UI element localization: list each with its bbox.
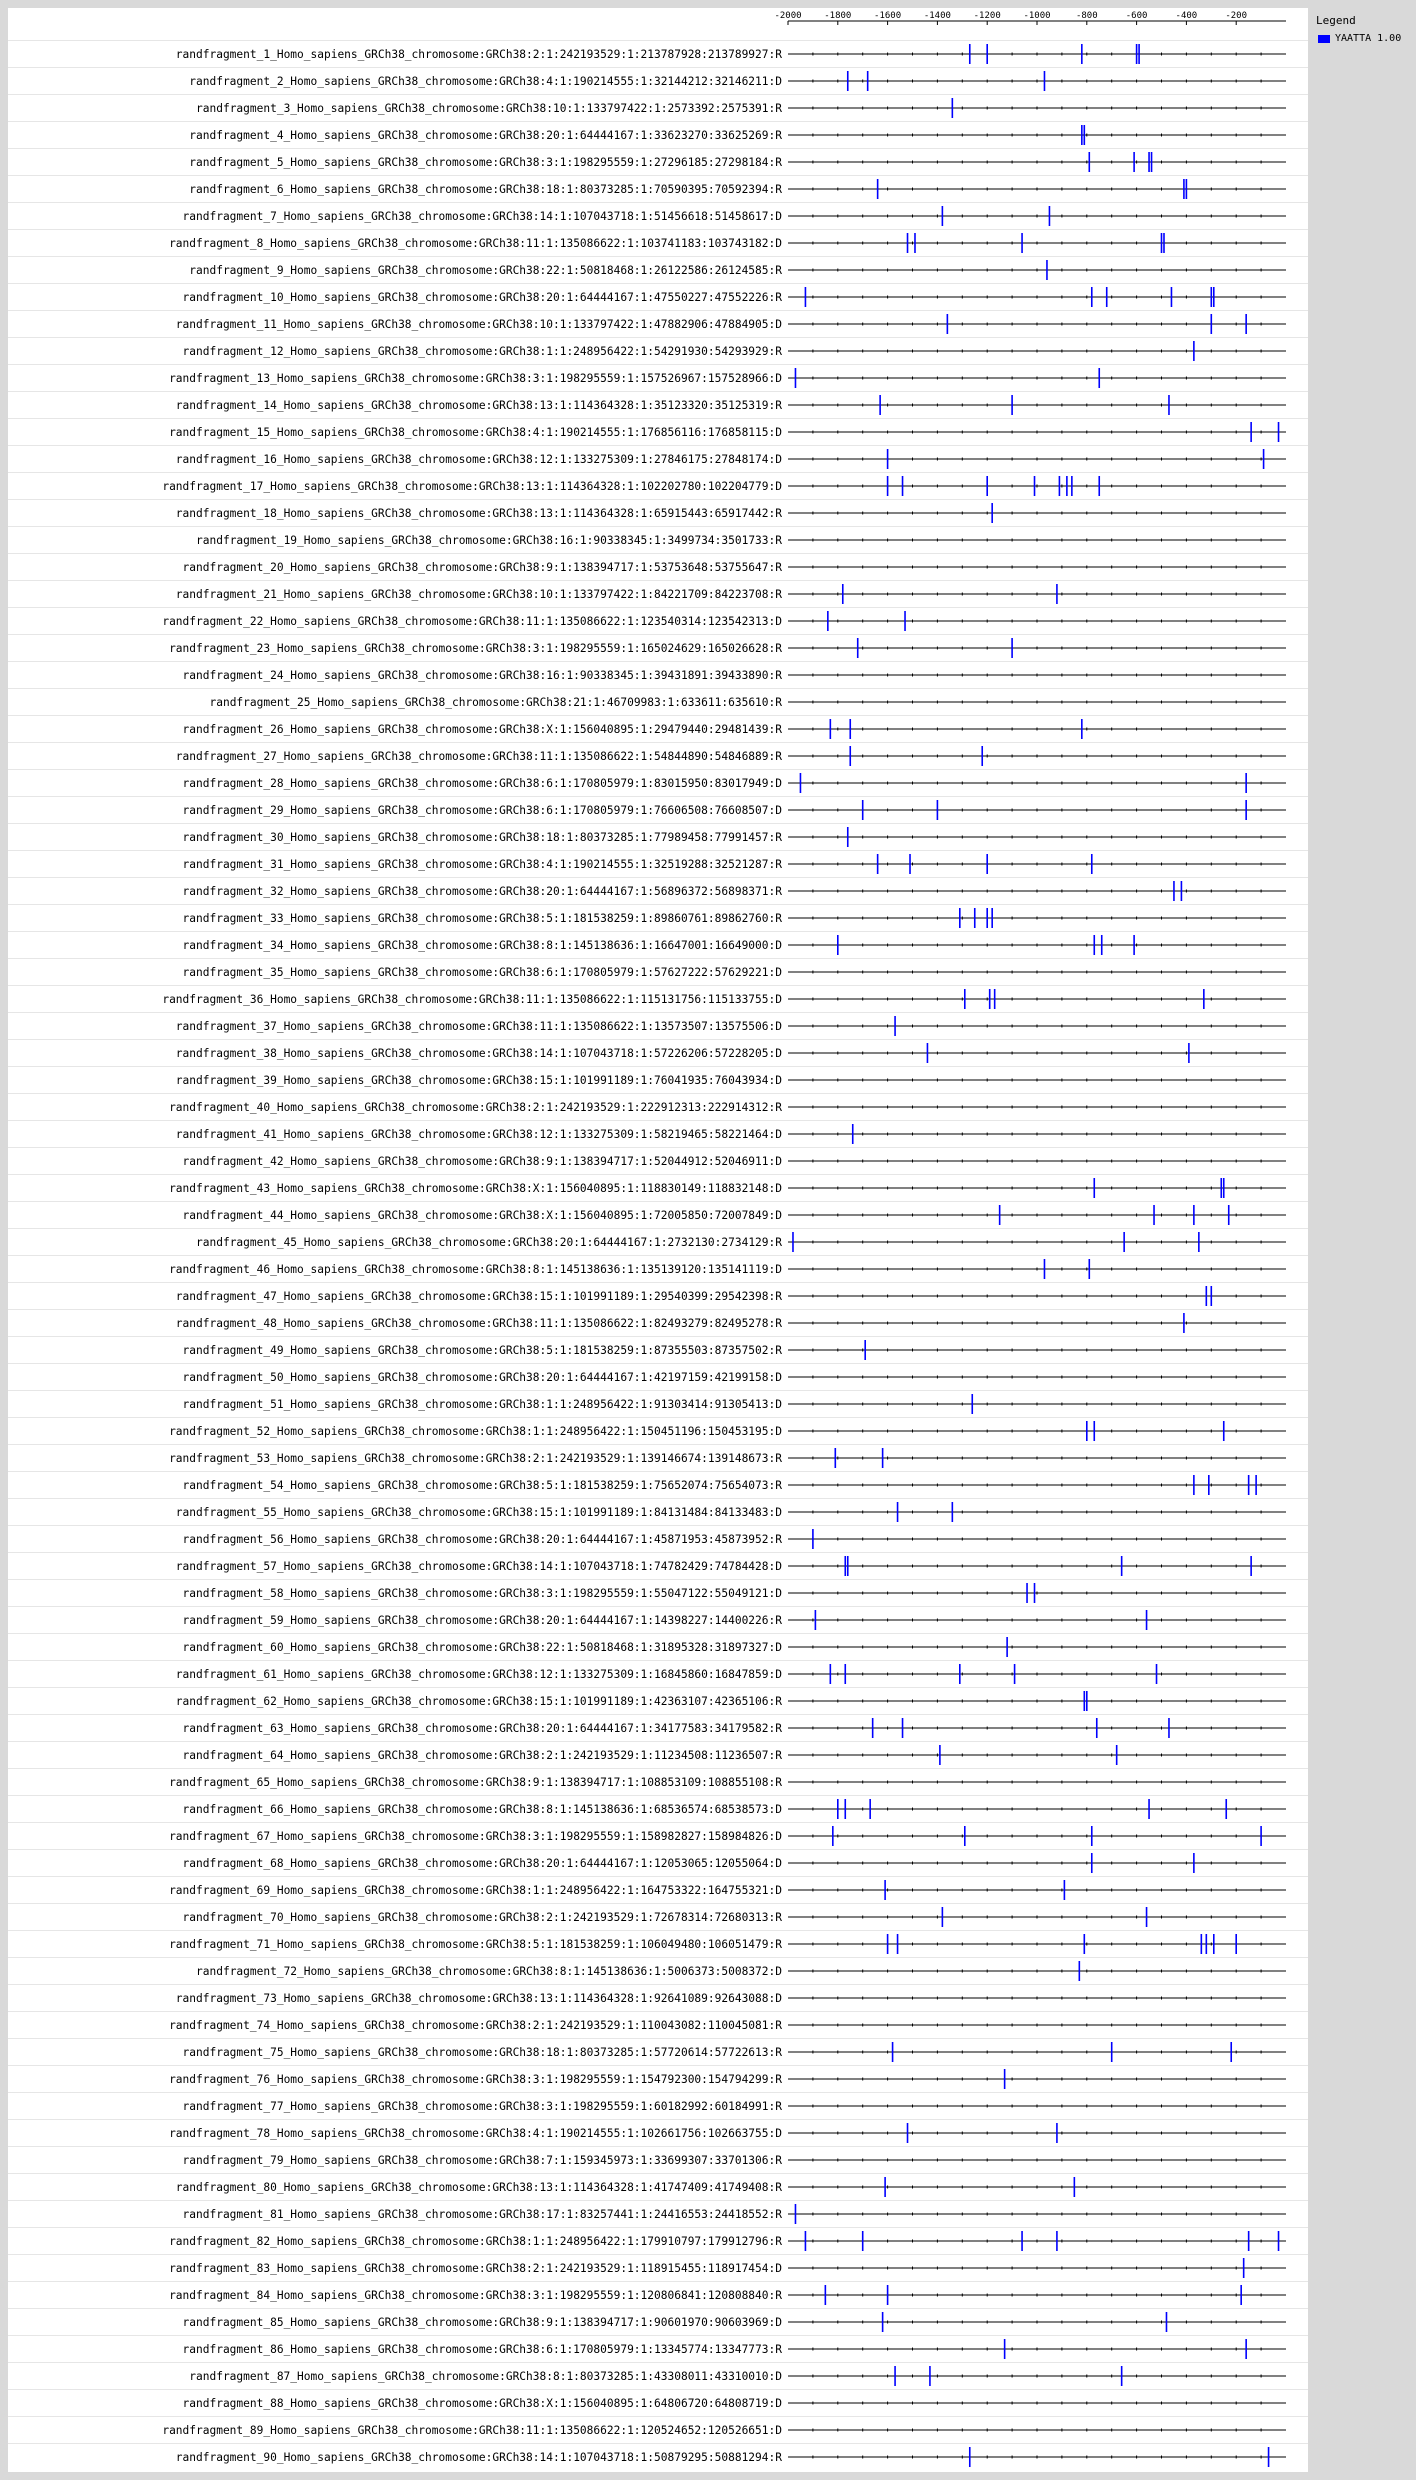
row-label: randfragment_46_Homo_sapiens_GRCh38_chromosome:GRCh38:8:1:145138636:1:135139120:135141119:D [169,1263,782,1276]
row-label: randfragment_72_Homo_sapiens_GRCh38_chromosome:GRCh38:8:1:145138636:1:5006373:5008372:D [196,1965,782,1978]
row-label: randfragment_45_Homo_sapiens_GRCh38_chromosome:GRCh38:20:1:64444167:1:2732130:2734129:R [196,1236,782,1249]
row-label: randfragment_86_Homo_sapiens_GRCh38_chromosome:GRCh38:6:1:170805979:1:13345774:13347773:R [182,2343,782,2356]
row-label: randfragment_54_Homo_sapiens_GRCh38_chromosome:GRCh38:5:1:181538259:1:75652074:75654073:R [182,1479,782,1492]
row-label: randfragment_37_Homo_sapiens_GRCh38_chromosome:GRCh38:11:1:135086622:1:13573507:13575506:D [175,1020,782,1033]
row-label: randfragment_41_Homo_sapiens_GRCh38_chromosome:GRCh38:12:1:133275309:1:58219465:58221464:D [175,1128,782,1141]
row-label: randfragment_60_Homo_sapiens_GRCh38_chromosome:GRCh38:22:1:50818468:1:31895328:31897327:D [182,1641,782,1654]
row-label: randfragment_65_Homo_sapiens_GRCh38_chromosome:GRCh38:9:1:138394717:1:108853109:108855108:R [169,1776,782,1789]
legend [1316,14,1408,44]
row-label: randfragment_13_Homo_sapiens_GRCh38_chromosome:GRCh38:3:1:198295559:1:157526967:157528966:D [169,372,782,385]
x-tick-label: -2000 [774,11,802,21]
row-label: randfragment_39_Homo_sapiens_GRCh38_chromosome:GRCh38:15:1:101991189:1:76041935:76043934:D [175,1074,782,1087]
row-label: randfragment_59_Homo_sapiens_GRCh38_chromosome:GRCh38:20:1:64444167:1:14398227:14400226:R [182,1614,782,1627]
row-label: randfragment_84_Homo_sapiens_GRCh38_chromosome:GRCh38:3:1:198295559:1:120806841:120808840:R [169,2289,782,2302]
legend-swatch [1318,35,1330,43]
x-tick-label: -1200 [973,11,1001,21]
row-label: randfragment_10_Homo_sapiens_GRCh38_chromosome:GRCh38:20:1:64444167:1:47550227:47552226:R [182,291,782,304]
x-tick-label: -400 [1175,11,1198,21]
row-label: randfragment_58_Homo_sapiens_GRCh38_chromosome:GRCh38:3:1:198295559:1:55047122:55049121:D [182,1587,782,1600]
row-label: randfragment_6_Homo_sapiens_GRCh38_chromosome:GRCh38:18:1:80373285:1:70590395:70592394:R [189,183,782,196]
row-label: randfragment_17_Homo_sapiens_GRCh38_chromosome:GRCh38:13:1:114364328:1:102202780:102204779:D [162,480,782,493]
row-label: randfragment_33_Homo_sapiens_GRCh38_chromosome:GRCh38:5:1:181538259:1:89860761:89862760:R [182,912,782,925]
x-tick-label: -1000 [1023,11,1051,21]
row-label: randfragment_30_Homo_sapiens_GRCh38_chromosome:GRCh38:18:1:80373285:1:77989458:77991457:R [182,831,782,844]
row-label: randfragment_21_Homo_sapiens_GRCh38_chromosome:GRCh38:10:1:133797422:1:84221709:84223708:R [175,588,782,601]
row-label: randfragment_5_Homo_sapiens_GRCh38_chromosome:GRCh38:3:1:198295559:1:27296185:27298184:R [189,156,782,169]
chart [8,8,1308,2472]
row-label: randfragment_52_Homo_sapiens_GRCh38_chromosome:GRCh38:1:1:248956422:1:150451196:150453195:D [169,1425,782,1438]
row-label: randfragment_87_Homo_sapiens_GRCh38_chromosome:GRCh38:8:1:80373285:1:43308011:43310010:D [189,2370,782,2383]
x-tick-label: -1600 [874,11,902,21]
row-label: randfragment_28_Homo_sapiens_GRCh38_chromosome:GRCh38:6:1:170805979:1:83015950:83017949:D [182,777,782,790]
row-label: randfragment_49_Homo_sapiens_GRCh38_chromosome:GRCh38:5:1:181538259:1:87355503:87357502:R [182,1344,782,1357]
x-tick-label: -1400 [923,11,951,21]
row-label: randfragment_57_Homo_sapiens_GRCh38_chromosome:GRCh38:14:1:107043718:1:74782429:74784428:D [175,1560,782,1573]
row-label: randfragment_34_Homo_sapiens_GRCh38_chromosome:GRCh38:8:1:145138636:1:16647001:16649000:D [182,939,782,952]
row-label: randfragment_78_Homo_sapiens_GRCh38_chromosome:GRCh38:4:1:190214555:1:102661756:102663755:D [169,2127,782,2140]
row-label: randfragment_55_Homo_sapiens_GRCh38_chromosome:GRCh38:15:1:101991189:1:84131484:84133483:D [175,1506,782,1519]
row-label: randfragment_50_Homo_sapiens_GRCh38_chromosome:GRCh38:20:1:64444167:1:42197159:42199158:D [182,1371,782,1384]
row-label: randfragment_66_Homo_sapiens_GRCh38_chromosome:GRCh38:8:1:145138636:1:68536574:68538573:D [182,1803,782,1816]
row-label: randfragment_18_Homo_sapiens_GRCh38_chromosome:GRCh38:13:1:114364328:1:65915443:65917442:R [175,507,782,520]
row-label: randfragment_14_Homo_sapiens_GRCh38_chromosome:GRCh38:13:1:114364328:1:35123320:35125319:R [175,399,782,412]
legend-label: YAATTA 1.00 [1335,33,1402,44]
plot-panel [8,8,1308,2472]
row-label: randfragment_20_Homo_sapiens_GRCh38_chromosome:GRCh38:9:1:138394717:1:53753648:53755647:R [182,561,782,574]
row-label: randfragment_42_Homo_sapiens_GRCh38_chromosome:GRCh38:9:1:138394717:1:52044912:52046911:D [182,1155,782,1168]
legend-title: Legend [1316,14,1356,27]
row-label: randfragment_61_Homo_sapiens_GRCh38_chromosome:GRCh38:12:1:133275309:1:16845860:16847859:D [175,1668,782,1681]
row-label: randfragment_62_Homo_sapiens_GRCh38_chromosome:GRCh38:15:1:101991189:1:42363107:42365106:R [175,1695,782,1708]
row-label: randfragment_75_Homo_sapiens_GRCh38_chromosome:GRCh38:18:1:80373285:1:57720614:57722613:R [182,2046,782,2059]
row-label: randfragment_63_Homo_sapiens_GRCh38_chromosome:GRCh38:20:1:64444167:1:34177583:34179582:R [182,1722,782,1735]
row-label: randfragment_80_Homo_sapiens_GRCh38_chromosome:GRCh38:13:1:114364328:1:41747409:41749408:R [175,2181,782,2194]
row-label: randfragment_70_Homo_sapiens_GRCh38_chromosome:GRCh38:2:1:242193529:1:72678314:72680313:R [182,1911,782,1924]
row-label: randfragment_88_Homo_sapiens_GRCh38_chromosome:GRCh38:X:1:156040895:1:64806720:64808719:D [182,2397,782,2410]
row-label: randfragment_26_Homo_sapiens_GRCh38_chromosome:GRCh38:X:1:156040895:1:29479440:29481439:R [182,723,782,736]
row-label: randfragment_83_Homo_sapiens_GRCh38_chromosome:GRCh38:2:1:242193529:1:118915455:118917454:D [169,2262,782,2275]
row-label: randfragment_27_Homo_sapiens_GRCh38_chromosome:GRCh38:11:1:135086622:1:54844890:54846889:R [175,750,782,763]
row-label: randfragment_3_Homo_sapiens_GRCh38_chromosome:GRCh38:10:1:133797422:1:2573392:2575391:R [196,102,782,115]
row-label: randfragment_36_Homo_sapiens_GRCh38_chromosome:GRCh38:11:1:135086622:1:115131756:115133755:D [162,993,782,1006]
row-label: randfragment_85_Homo_sapiens_GRCh38_chromosome:GRCh38:9:1:138394717:1:90601970:90603969:D [182,2316,782,2329]
row-label: randfragment_56_Homo_sapiens_GRCh38_chromosome:GRCh38:20:1:64444167:1:45871953:45873952:R [182,1533,782,1546]
row-label: randfragment_24_Homo_sapiens_GRCh38_chromosome:GRCh38:16:1:90338345:1:39431891:39433890:R [182,669,782,682]
row-label: randfragment_67_Homo_sapiens_GRCh38_chromosome:GRCh38:3:1:198295559:1:158982827:158984826:D [169,1830,782,1843]
row-label: randfragment_38_Homo_sapiens_GRCh38_chromosome:GRCh38:14:1:107043718:1:57226206:57228205:D [175,1047,782,1060]
row-label: randfragment_1_Homo_sapiens_GRCh38_chromosome:GRCh38:2:1:242193529:1:213787928:213789927:R [175,48,782,61]
row-label: randfragment_79_Homo_sapiens_GRCh38_chromosome:GRCh38:7:1:159345973:1:33699307:33701306:R [182,2154,782,2167]
row-label: randfragment_15_Homo_sapiens_GRCh38_chromosome:GRCh38:4:1:190214555:1:176856116:176858115:D [169,426,782,439]
row-label: randfragment_64_Homo_sapiens_GRCh38_chromosome:GRCh38:2:1:242193529:1:11234508:11236507:R [182,1749,782,1762]
x-tick-label: -800 [1075,11,1098,21]
row-label: randfragment_35_Homo_sapiens_GRCh38_chromosome:GRCh38:6:1:170805979:1:57627222:57629221:D [182,966,782,979]
row-label: randfragment_48_Homo_sapiens_GRCh38_chromosome:GRCh38:11:1:135086622:1:82493279:82495278:R [175,1317,782,1330]
x-tick-label: -600 [1125,11,1148,21]
row-label: randfragment_82_Homo_sapiens_GRCh38_chromosome:GRCh38:1:1:248956422:1:179910797:179912796:R [169,2235,782,2248]
row-label: randfragment_77_Homo_sapiens_GRCh38_chromosome:GRCh38:3:1:198295559:1:60182992:60184991:R [182,2100,782,2113]
row-label: randfragment_32_Homo_sapiens_GRCh38_chromosome:GRCh38:20:1:64444167:1:56896372:56898371:R [182,885,782,898]
row-label: randfragment_22_Homo_sapiens_GRCh38_chromosome:GRCh38:11:1:135086622:1:123540314:123542313:D [162,615,782,628]
row-label: randfragment_68_Homo_sapiens_GRCh38_chromosome:GRCh38:20:1:64444167:1:12053065:12055064:D [182,1857,782,1870]
row-label: randfragment_81_Homo_sapiens_GRCh38_chromosome:GRCh38:17:1:83257441:1:24416553:24418552:R [182,2208,782,2221]
row-label: randfragment_9_Homo_sapiens_GRCh38_chromosome:GRCh38:22:1:50818468:1:26122586:26124585:R [189,264,782,277]
row-label: randfragment_74_Homo_sapiens_GRCh38_chromosome:GRCh38:2:1:242193529:1:110043082:110045081:R [169,2019,782,2032]
row-label: randfragment_90_Homo_sapiens_GRCh38_chromosome:GRCh38:14:1:107043718:1:50879295:50881294:R [175,2451,782,2464]
row-label: randfragment_16_Homo_sapiens_GRCh38_chromosome:GRCh38:12:1:133275309:1:27846175:27848174:D [175,453,782,466]
row-label: randfragment_51_Homo_sapiens_GRCh38_chromosome:GRCh38:1:1:248956422:1:91303414:91305413:D [182,1398,782,1411]
row-label: randfragment_73_Homo_sapiens_GRCh38_chromosome:GRCh38:13:1:114364328:1:92641089:92643088:D [175,1992,782,2005]
row-label: randfragment_11_Homo_sapiens_GRCh38_chromosome:GRCh38:10:1:133797422:1:47882906:47884905:D [175,318,782,331]
row-label: randfragment_76_Homo_sapiens_GRCh38_chromosome:GRCh38:3:1:198295559:1:154792300:154794299:R [169,2073,782,2086]
row-label: randfragment_7_Homo_sapiens_GRCh38_chromosome:GRCh38:14:1:107043718:1:51456618:51458617:D [182,210,782,223]
row-label: randfragment_23_Homo_sapiens_GRCh38_chromosome:GRCh38:3:1:198295559:1:165024629:165026628:R [169,642,782,655]
row-label: randfragment_71_Homo_sapiens_GRCh38_chromosome:GRCh38:5:1:181538259:1:106049480:106051479:R [169,1938,782,1951]
row-label: randfragment_43_Homo_sapiens_GRCh38_chromosome:GRCh38:X:1:156040895:1:118830149:118832148:D [169,1182,782,1195]
row-label: randfragment_29_Homo_sapiens_GRCh38_chromosome:GRCh38:6:1:170805979:1:76606508:76608507:D [182,804,782,817]
row-label: randfragment_25_Homo_sapiens_GRCh38_chromosome:GRCh38:21:1:46709983:1:633611:635610:R [209,696,782,709]
x-tick-label: -200 [1225,11,1248,21]
row-label: randfragment_44_Homo_sapiens_GRCh38_chromosome:GRCh38:X:1:156040895:1:72005850:72007849:D [182,1209,782,1222]
row-label: randfragment_4_Homo_sapiens_GRCh38_chromosome:GRCh38:20:1:64444167:1:33623270:33625269:R [189,129,782,142]
row-label: randfragment_19_Homo_sapiens_GRCh38_chromosome:GRCh38:16:1:90338345:1:3499734:3501733:R [196,534,782,547]
row-label: randfragment_8_Homo_sapiens_GRCh38_chromosome:GRCh38:11:1:135086622:1:103741183:103743182:D [169,237,782,250]
row-label: randfragment_89_Homo_sapiens_GRCh38_chromosome:GRCh38:11:1:135086622:1:120524652:120526651:D [162,2424,782,2437]
row-label: randfragment_69_Homo_sapiens_GRCh38_chromosome:GRCh38:1:1:248956422:1:164753322:164755321:D [169,1884,782,1897]
row-label: randfragment_47_Homo_sapiens_GRCh38_chromosome:GRCh38:15:1:101991189:1:29540399:29542398:R [175,1290,782,1303]
row-label: randfragment_12_Homo_sapiens_GRCh38_chromosome:GRCh38:1:1:248956422:1:54291930:54293929:R [182,345,782,358]
row-label: randfragment_53_Homo_sapiens_GRCh38_chromosome:GRCh38:2:1:242193529:1:139146674:139148673:R [169,1452,782,1465]
row-label: randfragment_2_Homo_sapiens_GRCh38_chromosome:GRCh38:4:1:190214555:1:32144212:32146211:D [189,75,782,88]
row-label: randfragment_31_Homo_sapiens_GRCh38_chromosome:GRCh38:4:1:190214555:1:32519288:32521287:R [182,858,782,871]
legend-entry [1316,33,1408,44]
x-tick-label: -1800 [824,11,852,21]
row-label: randfragment_40_Homo_sapiens_GRCh38_chromosome:GRCh38:2:1:242193529:1:222912313:222914312:R [169,1101,782,1114]
